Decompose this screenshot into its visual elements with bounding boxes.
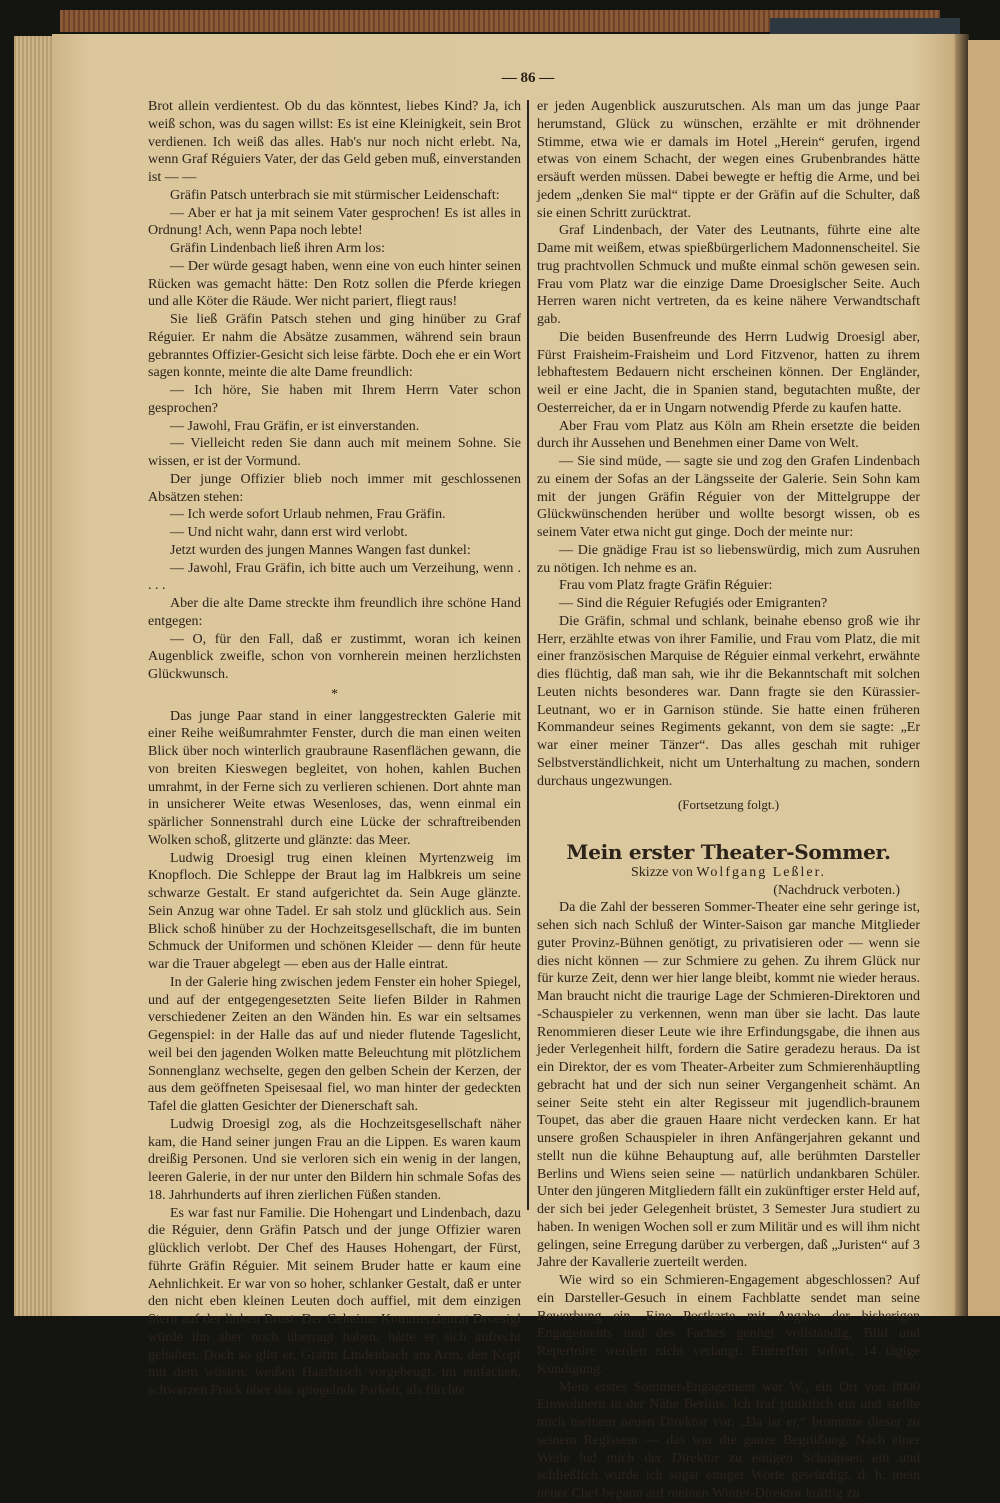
paragraph: — Und nicht wahr, dann erst wird verlobt.: [170, 525, 408, 540]
paragraph: Gräfin Patsch unterbrach sie mit stürmischer Leidenschaft:: [170, 187, 500, 203]
paragraph: Sie ließ Gräfin Patsch stehen und ging hinüber zu Graf Réguier. Er nahm die Absätze zusammen, während sein braun gebranntes Offizier-Gesicht sich leise färbte. Doch ehe er ein Wort sagen konnte, meinte die alte Dame freundlich:: [148, 312, 521, 381]
paragraph: — Ich werde sofort Urlaub nehmen, Frau Gräfin.: [170, 507, 446, 523]
page-gutter: [955, 34, 969, 1316]
paragraph: Aber die alte Dame streckte ihm freundlich ihre schöne Hand entgegen:: [148, 596, 521, 629]
paragraph: Aber Frau vom Platz aus Köln am Rhein ersetzte die beiden durch ihr Aussehen und Benehmen einer Dame von Welt.: [537, 418, 920, 452]
paragraph: Graf Lindenbach, der Vater des Leutnants, führte eine alte Dame mit weißem, etwas spießbürgerlichem Madonnenscheitel. Sie trug prachtvollen Schmuck und mußte einmal schön gewesen sein. Frau vom Platz war die einzige Dame Droesiglscher Seite. Auch Herren waren nicht vertreten, da es keine nähere Verwandtschaft gab.: [537, 223, 920, 327]
paragraph: Wie wird so ein Schmieren-Engagement abgeschlossen? Auf ein Darsteller-Gesuch in einem Fachblatte sendet man seine Bewerbung ein. Eine Postkarte mit Angabe der bisherigen Engagements und des Faches genügt vollständig; Bild und Repertoire werden nicht verlangt. Eintreffen sofort, 14 tägige Kündigung.: [537, 1273, 920, 1377]
paragraph: — Aber er hat ja mit seinem Vater gesprochen! Es ist alles in Ordnung! Ach, wenn Papa noch lebte!: [148, 205, 521, 239]
column-divider: [527, 100, 529, 1210]
paragraph: — Der würde gesagt haben, wenn eine von euch hinter seinen Rücken was gemacht hätte: Den Rotz sollen die Pferde kriegen und alle Köter die Räude. Wer nicht pariert, fliegt raus!: [148, 258, 521, 310]
paragraph: — O, für den Fall, daß er zustimmt, woran ich keinen Augenblick zweifle, schon von vornherein meinen herzlichsten Glückwunsch.: [148, 631, 521, 682]
paragraph: — Jawohl, Frau Gräfin, er ist einverstanden.: [170, 418, 420, 434]
paragraph: Die beiden Busenfreunde des Herrn Ludwig Droesigl aber, Fürst Fraisheim-Fraisheim und Lord Fitzvenor, hatten zu ihrem lebhaftestem Bedauern nicht erscheinen können. Der Engländer, weil er eine Jacht, die in Spanien stand, begutachten mußte, der Oesterreicher, da er in Ungarn notwendig Pferde zu kaufen hatte.: [537, 329, 920, 416]
paragraph: Ludwig Droesigl zog, als die Hochzeitsgesellschaft näher kam, die Hand seiner jungen Frau an die Lippen. Es waren kaum dreißig Personen. Und sie verloren sich ein wenig in der langen, leeren Galerie, in der nur unter den Bildern hin schmale Sofas des 18. Jahrhunderts auf ihren zierlichen Füßen standen.: [148, 1116, 521, 1203]
paragraph: Frau vom Platz fragte Gräfin Réguier:: [559, 578, 773, 594]
continuation-note: (Fortsetzung folgt.): [677, 797, 780, 813]
paragraph: — Vielleicht reden Sie dann auch mit meinem Sohne. Sie wissen, er ist der Vormund.: [148, 436, 521, 469]
paragraph: Das junge Paar stand in einer langgestreckten Galerie mit einer Reihe weißumrahmter Fenster, durch die man einen weiten Blick über noch winterlich graubraune Rasenflächen gewann, die von breiten Kieswegen begleitet, von hohen, kahlen Buchen umrahmt, in der Ferne sich zu verlieren schienen. Dort ahnte man in unsicherer Weite etwas Wesenloses, das, wenn einmal ein spärlicher Sonnenstrahl durch eine Lücke der schraftreibenden Wolken schoß, glitzerte und glänzte: das Meer.: [148, 708, 521, 848]
rights-note: (Nachdruck verboten.): [773, 882, 900, 898]
paragraph: Gräfin Lindenbach ließ ihren Arm los:: [170, 241, 385, 256]
page-number: — 86 —: [501, 70, 555, 86]
paragraph: Da die Zahl der besseren Sommer-Theater eine sehr geringe ist, sehen sich nach Schluß der Winter-Saison gar manche Mitglieder guter Provinz-Bühnen genötigt, zu privatisieren oder — wenn sie dies nicht können — zur Schmiere zu gehen. Zu ihrem Glück nur für kurze Zeit, denn wer hier lange bleibt, kommt nie wieder heraus. Man braucht nicht die traurige Lage der Schmieren-Direktoren und -Schauspieler zu verkennen, wenn man über sie lacht. Das laute Renommieren dieser Leute wie ihre Erfindungsgabe, die ihnen aus jeder Verlegenheit hilft, fordern die Satire geradezu heraus. Da ist ein Direktor, der es vom Theater-Arbeiter zum Schmierenhäuptling gebracht hat und der sich nun seiner Vergangenheit schämt. An seiner Seite steht ein alter Regisseur mit jugendlich-braunem Toupet, das aber die grauen Haare nicht verdecken kann. Er hat unsere großen Schauspieler in ihren Anfängerjahren gekannt und stellt nun die kühne Behauptung auf, alle berühmten Darsteller Berlins und Wiens seien seine — natürlich undankbaren Schüler. Unter den jüngeren Mitgliedern fällt ein zukünftiger erster Held auf, der sich bei jeder Gelegenheit brüstet, 3 Semester Jura studiert zu haben. In wenigen Wochen soll er zum Militär und es will ihm nicht gelingen, seine Erregung darüber zu verbergen, daß „Juristen“ auf 3 Jahre der Kavallerie zuerteilt werden.: [537, 900, 920, 1271]
left-column: [148, 98, 521, 1400]
facing-page-edge: [968, 40, 1000, 1316]
paragraph: Mein erstes Sommer-Engagement war W., ein Ort von 8000 Einwohnern in der Nähe Berlins. Ich traf pünktlich ein und stellte mich meinem neuen Direktor vor. „Da ist er,“ brummte dieser zu seinem Regisseur — das war die ganze Begrüßung. Nach einer Weile lud mich der Direktor zu einigen Schnäpsen ein und schließlich wurde ich sogar einiger Worte gewürdigt, d. h. mein neuer Chef begann auf meinen Winter-Direktor kräftig zu: [537, 1379, 920, 1501]
paragraph: Ludwig Droesigl trug einen kleinen Myrtenzweig im Knopfloch. Die Schleppe der Braut lag im Halbkreis um seine schwarze Gestalt. Er stand aufgerichtet da. Sein Auge glänzte. Sein Anzug war ohne Tadel. Er sah stolz und glücklich aus. Sein Blick schoß hinüber zu der Hochzeitsgesellschaft, die im bunten Schmuck der Uniformen und schönen Kleider — denn für heute war die Trauer abgelegt — eben aus der Halle eintrat.: [148, 850, 521, 972]
paragraph: Die Gräfin, schmal und schlank, beinahe ebenso groß wie ihr Herr, erzählte etwas von ihrer Familie, und Frau vom Platz, die mit einer französischen Marquise de Réguier einmal verkehrt, erwähnte dies flüchtig, daß man sah, wie ihr die Bekanntschaft mit solchen Leuten nichts besonderes war. Dann fragte sie den Kürassier-Leutnant, wo er in Garnison stünde. Sie hatte einen früheren Kommandeur seines Regiments gekannt, von dem sie sagte: „Er war einer meiner Tänzer“. Das alles geschah mit ruhiger Selbstverständlichkeit, nicht um Unterhaltung zu machen, sondern durchaus ungezwungen.: [537, 613, 920, 789]
paragraph: Brot allein verdientest. Ob du das könntest, liebes Kind? Ja, ich weiß schon, was du sagen willst: Es ist eine Kleinigkeit, sein Brot verdienen. Ich weiß das alles. Hab's nur noch nicht erlebt. Na, wenn Graf Réguiers Vater, der das Geld geben muß, einverstanden ist — —: [148, 99, 521, 185]
story-continuation: [537, 98, 920, 790]
paragraph: Der junge Offizier blieb noch immer mit geschlossenen Absätzen stehen:: [148, 471, 521, 505]
article-title: Mein erster Theater-Sommer.: [566, 840, 891, 864]
paragraph: Jetzt wurden des jungen Mannes Wangen fast dunkel:: [170, 542, 471, 558]
paragraph: — Jawohl, Frau Gräfin, ich bitte auch um Verzeihung, wenn . . . .: [148, 560, 521, 594]
paragraph: er jeden Augenblick auszurutschen. Als man um das junge Paar herumstand, Glück zu wünschen, erzählte er mit dröhnender Stimme, etwa wie er damals im Hotel „Herein“ gerufen, irgend etwas von einem Schacht, der wegen eines Grubenbrandes hätte ersäuft werden müssen. Dabei bewegte er heftig die Arme, und bei jedem „denken Sie mal“ tippte er der Gräfin auf die Schulter, daß sie einen Schritt zurücktrat.: [537, 99, 920, 221]
paragraph: In der Galerie hing zwischen jedem Fenster ein hoher Spiegel, und auf der entgegengesetzten Seite liefen Bilder in Rahmen verschiedener Zeiten an den Wänden hin. Es war ein seltsames Gegenspiel: in der Halle das auf und nieder flutende Tageslicht, weil bei den jagenden Wolken matte Beleuchtung mit plötzlichem Sonnenglanz wechselte, gegen den gelben Schein der Kerzen, der aus dem geöffneten Speisesaal fiel, wo man hinter der gedeckten Tafel die glatten Gesichter der Dienerschaft sah.: [148, 974, 521, 1114]
paragraph: — Ich höre, Sie haben mit Ihrem Herrn Vater schon gesprochen?: [148, 383, 521, 416]
byline-prefix: Skizze von: [631, 864, 693, 880]
section-separator: *: [331, 686, 338, 702]
paragraph: — Sie sind müde, — sagte sie und zog den Grafen Lindenbach zu einem der Sofas an der Längsseite der Galerie. Sein Sohn kam mit der jungen Gräfin Réguier von der Mittelgruppe der Glückwünschenden herüber und wollte besorgt wissen, ob es seinem Vater etwa nicht gut ginge. Doch der meinte nur:: [537, 454, 920, 540]
right-column: [537, 98, 920, 1503]
article-body: [537, 899, 920, 1503]
author-name: Wolfgang Leßler.: [696, 864, 826, 880]
paragraph: — Die gnädige Frau ist so liebenswürdig, mich zum Ausruhen zu nötigen. Ich nehme es an.: [537, 542, 920, 576]
article-byline: [537, 864, 920, 882]
paragraph: — Sind die Réguier Refugiés oder Emigranten?: [559, 596, 828, 611]
paragraph: Es war fast nur Familie. Die Hohengart und Lindenbach, dazu die Réguier, denn Gräfin Patsch und der junge Offizier waren glücklich verlobt. Der Chef des Hauses Hohengart, der Fürst, führte Gräfin Réguier. Mit seinem Bruder hatte er kaum eine Aehnlichkeit. Er war von so hoher, schlanker Gestalt, daß er unter den nicht eben kleinen Leuten doch auffiel, mit dem einzigen Stern auf der linken Brust. Der Geheime Kommerzienrat Droesigl würde ihn aber noch überragt haben, hätte er sich aufrecht gehalten. Doch so glitt er, Gräfin Lindenbach am Arm, den Kopf mit dem wüsten, weißen Haarbusch vorgebeugt, im einfachen, schwarzen Frack über das spiegelnde Parkett, als fürchte: [148, 1205, 521, 1398]
